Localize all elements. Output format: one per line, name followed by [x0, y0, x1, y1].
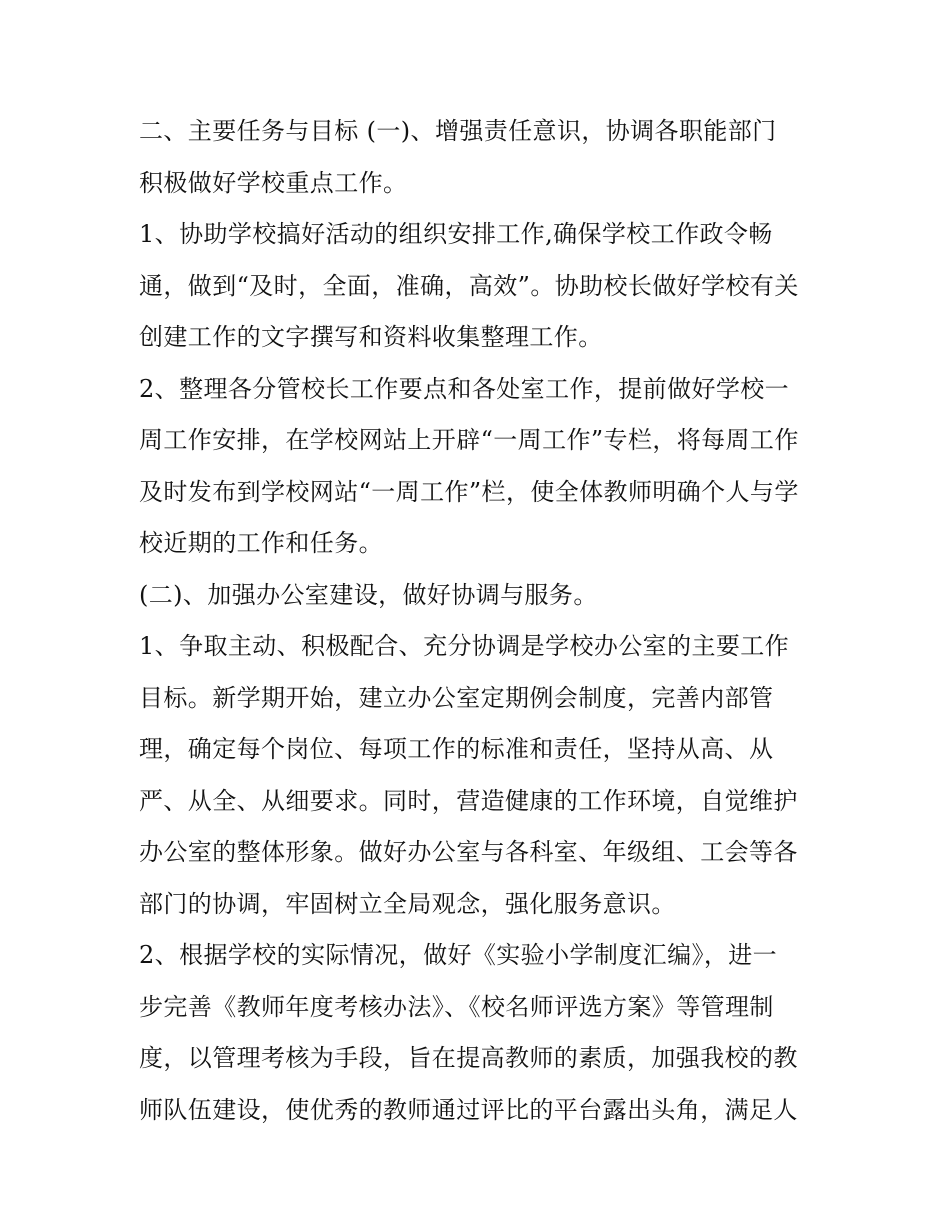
text-line: 通，做到“及时，全面，准确，高效”。协助校长做好学校有关 [139, 271, 799, 300]
text-line: 师队伍建设，使优秀的教师通过评比的平台露出头角，满足人 [139, 1095, 798, 1124]
text-line: (二)、加强办公室建设，做好协调与服务。 [139, 580, 598, 609]
text-line: 积极做好学校重点工作。 [139, 168, 408, 197]
text-line: 度，以管理考核为手段，旨在提高教师的素质，加强我校的教 [139, 1044, 798, 1072]
text-line: 严、从全、从细要求。同时，营造健康的工作环境，自觉维护 [139, 786, 798, 815]
text-line: 理，确定每个岗位、每项工作的标准和责任，坚持从高、从 [139, 735, 774, 763]
text-line: 目标。新学期开始，建立办公室定期例会制度，完善内部管 [139, 683, 774, 712]
text-line: 二、主要任务与目标 (一)、增强责任意识，协调各职能部门 [139, 117, 777, 145]
text-line: 1、争取主动、积极配合、充分协调是学校办公室的主要工作 [139, 632, 790, 660]
text-line: 部门的协调，牢固树立全局观念，强化服务意识。 [139, 889, 676, 918]
text-line: 创建工作的文字撰写和资料收集整理工作。 [139, 323, 603, 351]
text-line: 2、根据学校的实际情况，做好《实验小学制度汇编》，进一 [139, 941, 778, 969]
text-line: 校近期的工作和任务。 [139, 529, 383, 557]
text-line: 及时发布到学校网站“一周工作”栏，使全体教师明确个人与学 [139, 477, 799, 506]
text-line: 办公室的整体形象。做好办公室与各科室、年级组、工会等各 [139, 838, 798, 866]
document-body [139, 106, 819, 1136]
text-line: 周工作安排，在学校网站上开辟“一周工作”专栏，将每周工作 [139, 426, 799, 454]
text-line: 2、整理各分管校长工作要点和各处室工作，提前做好学校一 [139, 374, 790, 403]
text-line: 步完善《教师年度考核办法》、《校名师评选方案》等管理制 [139, 992, 774, 1021]
text-line: 1、协助学校搞好活动的组织安排工作,确保学校工作政令畅 [139, 220, 773, 248]
